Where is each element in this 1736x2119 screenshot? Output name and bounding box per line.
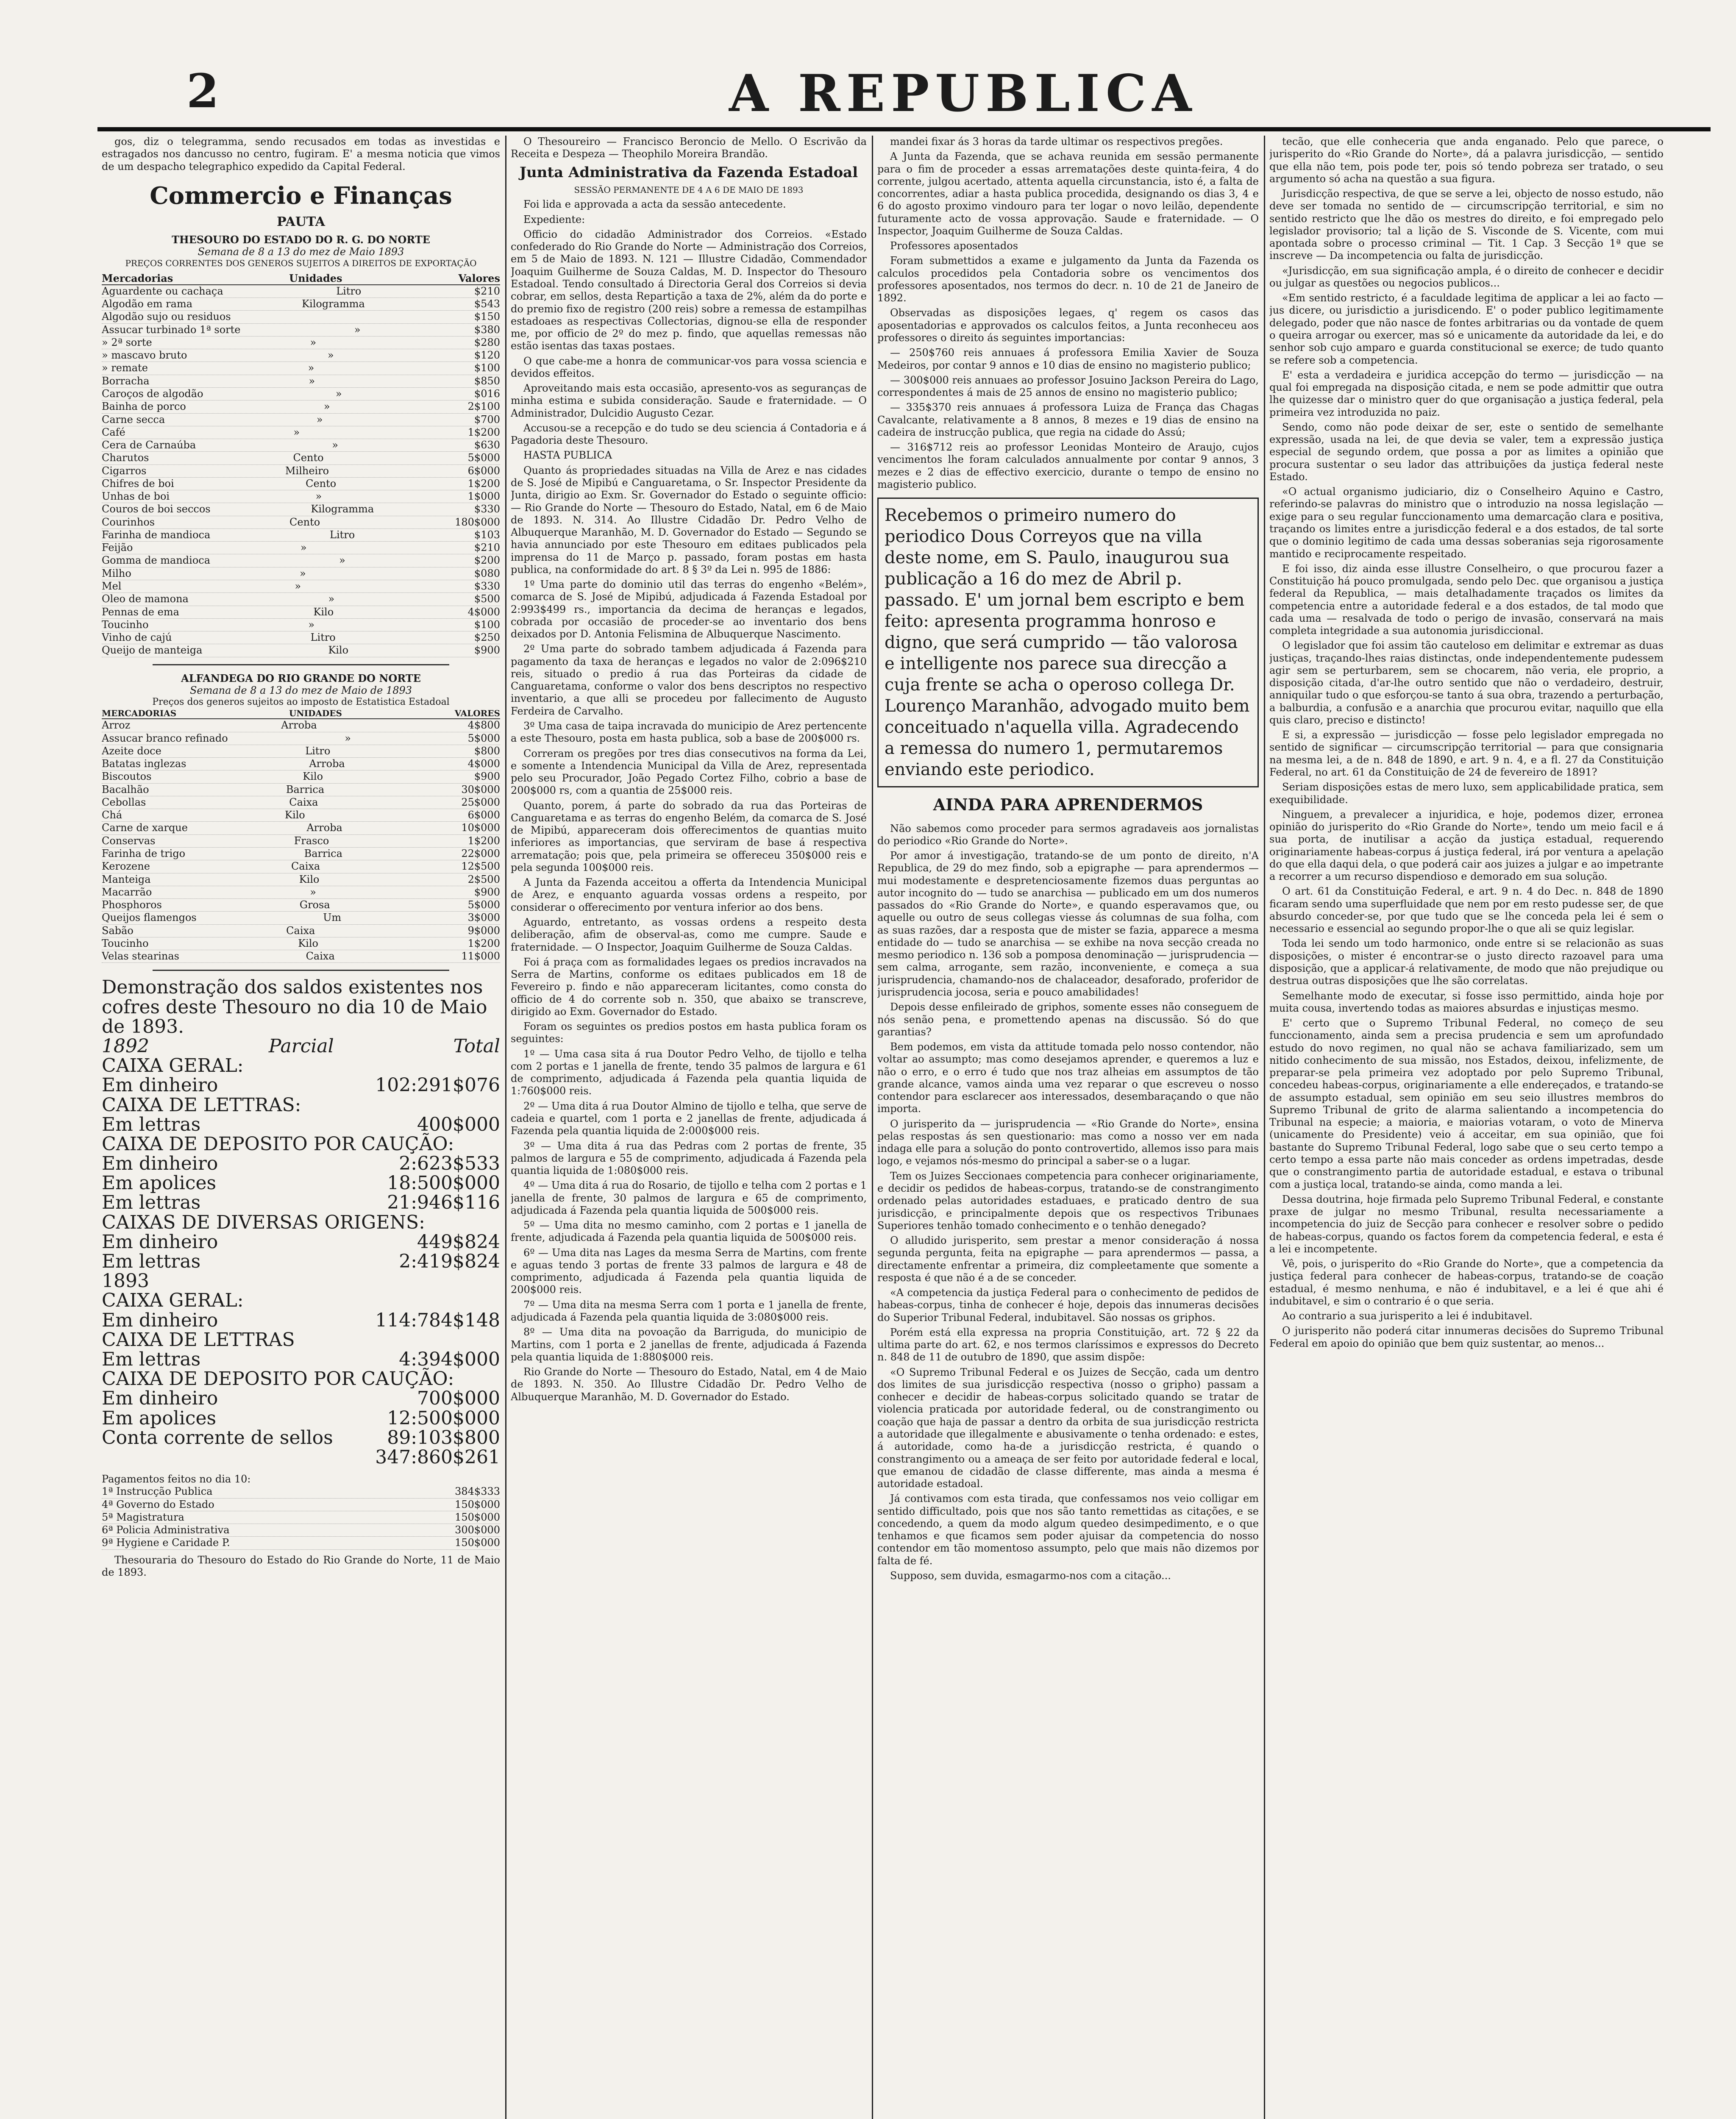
table-row: Arroz Arroba 4$800 (102, 719, 500, 732)
paragraph: Semelhante modo de executar, si fosse isso permittido, ainda hoje por muita cousa, invertendo todas as maiores absurdas e injustiças mesmo. (1269, 990, 1664, 1014)
paragraph: Foi á praça com as formalidades legaes os predios incravados na Serra de Martins, conforme os editaes publicados em 18 de Fevereiro p. findo e não appareceram licitantes, como consta do officio de 4 do corrente sob n. 350, que abaixo se transcreve, dirigido ao Exm. Governador do Estado. (511, 956, 867, 1018)
article-body (877, 823, 1259, 1582)
paragraph: 8º — Uma dita na povoação da Barriguda, do municipio de Martins, com 1 porta e 2 janellas de frente, adjudicada á Fazenda pela quantia liquida de 1:880$000 reis. (511, 1326, 867, 1363)
table-row: CAIXA DE DEPOSITO POR CAUÇÃO: (102, 1133, 454, 1155)
paragraph: Ao contrario a sua jurisperito a lei é indubitavel. (1282, 1310, 1533, 1322)
table-row: Batatas inglezas Arroba 4$000 (102, 758, 500, 770)
paragraph: «Em sentido restricto, é a faculdade legitima de applicar a lei ao facto — jus dicere, ou jurisdictio a jurisdicendo. E' o poder publico legitimamente delegado, poder que não nasce de fontes arbitrarias ou da vontade de quem o queira arrogar ou exercer, mas só e unicamente da autoridade da lei, e do senhor sob cujo amparo e guarda constitucional se exerce; de tudo quanto se refere sob a competencia. (1269, 292, 1664, 366)
paragraph: — 316$712 reis ao professor Leonidas Monteiro de Araujo, cujos vencimentos lhe foram calculados annualmente por contar 9 annos, 3 mezes e 2 dias de effectivo exercicio, durante o tempo de ensino no magisterio publico. (877, 441, 1259, 490)
paragraph: Tem os Juizes Seccionaes competencia para conhecer originariamente, e decidir os pedidos de habeas-corpus, tratando-se de constrangimento ordenado pelas autoridades estaduaes, e praticado dentro de sua jurisdicção, e principalmente depois que os respectivos Tribunaes Superiores tenhão tomado conhecimento e o tenhão denegado? (877, 1170, 1259, 1232)
table-row: Queijos flamengos Um 3$000 (102, 912, 500, 924)
table-row: Milho » $080 (102, 567, 500, 580)
table-row: 347:860$261 (375, 1446, 500, 1468)
paragraph: Officio do cidadão Administrador dos Correios. «Estado confederado do Rio Grande do Norte — Administração dos Correios, em 5 de Maio de 1893. N. 121 — Illustre Cidadão, Commendador Joaquim Guilherme de Souza Caldas, M. D. Inspector do Thesouro Estadoal. Tendo consultado á Directoria Geral dos Correios si devia cobrar, em sellos, desta Repartição a taxa de 2%, além da do porte e do premio fixo de registro (200 reis) sobre a remessa de estampilhas estadoaes as respectivas Collectorias, dignou-se ella de responder me, por officio de 2º do mez p. findo, que aquellas remessas não estão isentas das taxas postaes. (511, 228, 867, 352)
table-row: CAIXA DE LETTRAS (102, 1329, 295, 1351)
lead-text: O Thesoureiro — Francisco Beroncio de Mello. O Escrivão da Receita e Despeza — Theophilo Moreira Brandão. (511, 136, 867, 160)
paragraph: E' esta a verdadeira e juridica accepção do termo — jurisdicção — na qual foi empregada na disposição citada, e nem se pode admittir que outra lhe quizesse dar o ministro quer do que organisação a justiça federal, pela primeira vez introduzida no paiz. (1269, 369, 1664, 418)
table-row: Em dinheiro 700$000 (102, 1388, 500, 1410)
paragraph: O art. 61 da Constituição Federal, e art. 9 n. 4 do Dec. n. 848 de 1890 ficaram sendo uma superfluidade que nem por em resto pudesse ser, de que absurdo conceder-se, por que tudo que se lhe conceda pela lei é sem o necessario e essencial ao segundo propor-lhe o que ali se quiz legislar. (1269, 885, 1664, 935)
alfandega-table (102, 719, 500, 963)
paragraph: 1º — Uma casa sita á rua Doutor Pedro Velho, de tijollo e telha com 2 portas e 1 janella de frente, tendo 35 palmos de largura e 61 de comprimento, adjudicada á Fazenda pela quantia liquida de 1:760$000 reis. (511, 1048, 867, 1097)
table-row: Em dinheiro 114:784$148 (102, 1309, 500, 1331)
table-header: MERCADORIAS UNIDADES VALORES (102, 708, 500, 719)
paragraph: Foram os seguintes os predios postos em hasta publica foram os seguintes: (511, 1021, 867, 1045)
saldos-block (102, 978, 500, 1467)
paragraph: E foi isso, diz ainda esse illustre Conselheiro, o que procurou fazer a Constituição há pouco promulgada, sendo pelo Dec. que organisou a justiça federal da Republica, — mais detalhadamente traçados os limites da competencia entre a autoridade federal e a dos estados, de tal modo que cada uma — resalvada de todo o perigo de invasão, conservará na mais completa integridade a sua autonomia jurisdiccional. (1269, 562, 1664, 637)
saldos-header: 1892 Parcial Total (102, 1035, 500, 1057)
table-row: Sabão Caixa 9$000 (102, 925, 500, 937)
paragraph: Correram os pregões por tres dias consecutivos na forma da Lei, e somente a Intendencia Municipal da Villa de Arez, representada pelo seu Procurador, João Pegado Cortez Filho, cobrio a base de 200$000 rs, com a quantia de 25$000 reis. (511, 747, 867, 797)
table-row: Queijo de manteiga Kilo $900 (102, 644, 500, 657)
paragraph: O legislador que foi assim tão cauteloso em delimitar e extremar as duas justiças, traçando-lhes raias distinctas, onde independentemente pudessem agir sem se perturbarem, sem se chocarem, não veria, ele proprio, a disposição citada, d'ar-lhe outro sentido que não o verdadeiro, destruir, anniquilar tudo o que esforçou-se tanto á sua obra, trazendo a perturbação, a balburdia, a confusão e a anarchia que procurou evitar, naquillo que ella quis claro, preciso e distincto! (1269, 640, 1664, 726)
paragraph: Quanto, porem, á parte do sobrado da rua das Porteiras de Canguaretama e as terras do engenho Belém, da comarca de S. José de Mipibú, appareceram dois offerecimentos de quantias muito inferiores as importancias, que serviram de base á respectiva arrematação; pois que, pela primeira se offereceu 350$000 reis e pela segunda 100$000 reis. (511, 799, 867, 873)
column-3 (877, 136, 1259, 2119)
paragraph: mandei fixar ás 3 horas da tarde ultimar os respectivos pregões. (890, 136, 1223, 147)
paragraph: «A competencia da justiça Federal para o conhecimento de pedidos de habeas-corpus, tinha de conhecer é hoje, depois das innumeras decisões do Superior Tribunal Federal, indubitavel. São nossas os griphos. (877, 1287, 1259, 1324)
paragraph: Seriam disposições estas de mero luxo, sem applicabilidade pratica, sem exequibilidade. (1269, 781, 1664, 806)
paragraph: O jurisperito não poderá citar innumeras decisões do Supremo Tribunal Federal em apoio do opinião que bem quiz sustentar, ao menos... (1269, 1325, 1664, 1349)
table-row: Charutos Cento 5$000 (102, 452, 500, 464)
paragraph: — 335$370 reis annuaes á professora Luiza de França das Chagas Cavalcante, relativamente a 8 annos, 8 mezes e 19 dias de ensino na cadeira de instrucção publica, que regia na cidade do Assú; (877, 401, 1259, 438)
table-row: Phosphoros Grosa 5$000 (102, 899, 500, 912)
paragraph: A Junta da Fazenda acceitou a offerta da Intendencia Municipal de Arez, e enquanto aguarda vossas ordens a respeito, por considerar o offerecimento por ventura inferior ao dos bens. (511, 876, 867, 913)
table-row: Em dinheiro 2:623$533 (102, 1153, 500, 1175)
paragraph: Supposo, sem duvida, esmagarmo-nos com a citação... (890, 1569, 1171, 1582)
paragraph: tecão, que elle conheceria que anda enganado. Pelo que parece, o jurisperito do «Rio Grande do Norte», dá a palavra jurisdicção, — sentido que ella não tem, pois pode ter, pois só tendo pobreza ser tratado, o seu argumento só acha na questão a sua figura. (1269, 136, 1664, 185)
paragraph: Expediente: (523, 213, 585, 225)
table-row: 1ª Instrucção Publica 384$333 (102, 1485, 500, 1498)
table-row: Em dinheiro 102:291$076 (102, 1074, 500, 1096)
thesouro-footer: Thesouraria do Thesouro do Estado do Rio Grande do Norte, 11 de Maio de 1893. (102, 1554, 500, 1578)
table-row: Caroços de algodão » $016 (102, 388, 500, 400)
paragraph: — 250$760 reis annuaes á professora Emilia Xavier de Souza Medeiros, por contar 9 annos e 10 dias de ensino no magisterio publico; (877, 347, 1259, 371)
paragraph: 2º — Uma dita á rua Doutor Almino de tijollo e telha, que serve de cadeia e quartel, com 1 porta e 2 janellas de frente, adjudicada á Fazenda pela quantia liquida de 2:000$000 reis. (511, 1100, 867, 1137)
table-row: Em lettras 400$000 (102, 1113, 500, 1135)
separator (153, 664, 449, 665)
table-row: Algodão sujo ou residuos $150 (102, 311, 500, 323)
table-row: 1893 (102, 1270, 149, 1292)
paragraph: Observadas as disposições legaes, q' regem os casos das aposentadorias e approvados os calculos feitos, a Junta reconheceu aos professores o direito ás seguintes importancias: (877, 307, 1259, 344)
column-4 (1269, 136, 1664, 2119)
table-row: 5ª Magistratura 150$000 (102, 1511, 500, 1524)
table-row: Assucar branco refinado » 5$000 (102, 732, 500, 745)
alfandega-week: Semana de 8 a 13 do mez de Maio de 1893 (189, 684, 412, 696)
paragraph: Foi lida e approvada a acta da sessão antecedente. (523, 198, 786, 211)
alfandega-subtitle: Preços dos generos sujeitos ao imposto de Estatistica Estadoal (152, 697, 450, 708)
table-row: Cera de Carnaúba » $630 (102, 439, 500, 452)
table-row: Em apolices 18:500$000 (102, 1172, 500, 1194)
table-row: Chifres de boi Cento 1$200 (102, 478, 500, 490)
column-2 (511, 136, 867, 2119)
payments-title: Pagamentos feitos no dia 10: (102, 1473, 251, 1485)
column-divider (872, 136, 873, 2119)
newspaper-title: A REPUBLICA (729, 64, 1198, 123)
paragraph: Quanto ás propriedades situadas na Villa de Arez e nas cidades de S. José de Mipibú e Canguaretama, o Sr. Inspector Presidente da Junta, dirigio ao Exm. Sr. Governador do Estado o seguinte officio: — Rio Grande do Norte — Thesouro do Estado, Natal, em 6 de Maio de 1893. N. 314. Ao Illustre Cidadão Dr. Pedro Velho de Albuquerque Maranhão, M. D. Governador do Estado — Segundo se havia annunciado por este Thesouro em editaes publicados pela imprensa do 11 de Março p. passado, foram postas em hasta publica, na conformidade do art. 8 § 3º da Lei n. 995 de 1886: (511, 464, 867, 576)
paragraph: Vê, pois, o jurisperito do «Rio Grande do Norte», que a competencia da justiça federal para conhecer de habeas-corpus, tratando-se de coação estadual, é mesmo nenhuma, e não é indubitavel, e a lei é que ahi é indubitavel, e sim o contrario é o que seria. (1269, 1258, 1664, 1307)
table-row: Em lettras 4:394$000 (102, 1348, 500, 1370)
table-row: Assucar turbinado 1ª sorte » $380 (102, 324, 500, 336)
table-row: Em apolices 12:500$000 (102, 1407, 500, 1429)
table-row: Velas stearinas Caixa 11$000 (102, 950, 500, 963)
paragraph: A Junta da Fazenda, que se achava reunida em sessão permanente para o fim de proceder a essas arrematações deste quinta-feira, 4 do corrente, julgou acertado, attenta aquella circunstancia, isto é, a falta de concorrentes, adiar a hasta publica procedida, designando os dias 3, 4 e 6 do agosto proximo vindouro para ter logar o novo leilão, dependente futuramente acto de vossa approvação. Saude e fraternidade. — O Inspector, Joaquim Guilherme de Souza Caldas. (877, 150, 1259, 237)
table-row: Oleo de mamona » $500 (102, 593, 500, 606)
table-row: 6ª Policia Administrativa 300$000 (102, 1524, 500, 1537)
table-row: Carne de xarque Arroba 10$000 (102, 822, 500, 834)
paragraph: Toda lei sendo um todo harmonico, onde entre si se relacionão as suas disposições, o mister é encontrar-se o justo directo razoavel para uma disposição, que a applicar-á relativamente, de modo que não prejudique ou destrua outras disposições que lhe são correlatas. (1269, 937, 1664, 987)
table-row: » remate » $100 (102, 362, 500, 375)
masthead-rule (97, 127, 1711, 131)
table-row: CAIXA DE LETTRAS: (102, 1094, 301, 1116)
table-row: Farinha de mandioca Litro $103 (102, 529, 500, 542)
session-title: SESSÃO PERMANENTE DE 4 A 6 DE MAIO DE 1893 (574, 185, 804, 195)
paragraph: Porém está ella expressa na propria Constituição, art. 72 § 22 da ultima parte do art. 62, e nos termos claríssimos e expressos do Decreto n. 848 de 11 de outubro de 1890, que assim dispõe: (877, 1326, 1259, 1363)
article-heading: AINDA PARA APRENDERMOS (933, 795, 1203, 815)
table-row: Farinha de trigo Barrica 22$000 (102, 848, 500, 860)
paragraph: «Jurisdicção, em sua significação ampla, é o direito de conhecer e decidir ou julgar as questões ou negocios publicos... (1269, 264, 1664, 289)
table-row: Borracha » $850 (102, 375, 500, 388)
table-row: Aguardente ou cachaça Litro $210 (102, 285, 500, 298)
table-row: Manteiga Kilo 2$500 (102, 873, 500, 886)
pauta-table (102, 285, 500, 657)
table-row: Unhas de boi » 1$000 (102, 490, 500, 503)
table-row: » 2ª sorte » $280 (102, 336, 500, 349)
article-body (1269, 136, 1664, 1350)
paragraph: 6º — Uma dita nas Lages da mesma Serra de Martins, com frente e aguas tendo 3 portas de frente 33 palmos de largura e 48 de comprimento, adjudicada á Fazenda pela quantia liquida de 200$000 reis. (511, 1246, 867, 1296)
paragraph: Rio Grande do Norte — Thesouro do Estado, Natal, em 4 de Maio de 1893. N. 350. Ao Illustre Cidadão Dr. Pedro Velho de Albuquerque Maranhão, M. D. Governador do Estado. (511, 1366, 867, 1403)
table-row: 9ª Hygiene e Caridade P. 150$000 (102, 1537, 500, 1549)
paragraph: Dessa doutrina, hoje firmada pelo Supremo Tribunal Federal, e constante praxe de julgar no mesmo Tribunal, resulta necessariamente a incompetencia do juiz de Secção para conhecer e resolver sobre o pedido de habeas-corpus, quando os factos forem da competencia federal, e esta é a lei e incompetente. (1269, 1193, 1664, 1255)
paragraph: Por amor á investigação, tratando-se de um ponto de direito, n'A Republica, de 29 do mez findo, sob a epigraphe — para aprendermos — mui modestamente e despretenciosamente fizemos duas perguntas ao autor incognito do — tudo se anarchisa — publicado em um dos numeros passados do «Rio Grande do Norte», e quando esperavamos que, ou aquelle ou outro de seus collegas viesse ás columnas de sua folha, com as suas razões, dar a resposta que de mister se fazia, apparece a mesma entidade do — tudo se anarchisa — se exhibe na nova secção creada no mesmo periodico n. 136 sob a pomposa denominação — jurisprudencia — sem calma, arrogante, sem razão, inconveniente, e começa a sua jurisprudencia, chamando-nos de chalaceador, desaforado, proferidor de jurisprudencia jocosa, seria e pouco amabilidades! (877, 850, 1259, 998)
paragraph: Professores aposentados (890, 240, 1018, 252)
payments-table (102, 1485, 500, 1549)
article-body (511, 198, 867, 1403)
table-row: Cebollas Caixa 25$000 (102, 796, 500, 809)
pauta-heading: PAUTA (277, 214, 325, 230)
table-row: Bacalhão Barrica 30$000 (102, 784, 500, 796)
table-row: Pennas de ema Kilo 4$000 (102, 606, 500, 619)
column-divider (1264, 136, 1265, 2119)
paragraph: E si, a expressão — jurisdicção — fosse pelo legislador empregada no sentido de significar — circumscripção territorial — para que consignaria na mesma lei, a de n. 848 de 1890, e art. 9 n. 4, e a fl. 27 da Constituição Federal, no art. 61 da Constituição de 24 de fevereiro de 1891? (1269, 729, 1664, 779)
pauta-org: THESOURO DO ESTADO DO R. G. DO NORTE (172, 233, 430, 246)
separator (153, 970, 449, 971)
table-row: Vinho de cajú Litro $250 (102, 631, 500, 644)
table-row: Couros de boi seccos Kilogramma $330 (102, 503, 500, 516)
table-row: Em lettras 21:946$116 (102, 1192, 500, 1214)
paragraph: 3º — Uma dita á rua das Pedras com 2 portas de frente, 35 palmos de largura e 55 de comprimento, adjudicada á Fazenda pela quantia liquida de 1:080$000 reis. (511, 1140, 867, 1177)
paragraph: «O Supremo Tribunal Federal e os Juizes de Secção, cada um dentro dos limites de sua jurisdicção respectiva (nosso o gripho) passam a conhecer e decidir de habeas-corpus solicitado quando se tratar de violencia praticada por autoridade federal, ou de constrangimento ou coação que haja de passar a dentro da orbita de sua jurisdicção restricta a autoridade que illegalmente e abusivamente o tenha ordenado: e estes, á autoridade, como ha-de a jurisdicção restricta, é quando o constrangimento ou a ameaça de ser feito por autoridade federal e local, que emanou de cidadão de classe differente, mas ainda a mesma é autoridade estadoal. (877, 1366, 1259, 1490)
table-row: Toucinho Kilo 1$200 (102, 937, 500, 950)
paragraph: 3º Uma casa de taipa incravada do municipio de Arez pertencente a este Thesouro, posta em hasta publica, sob a base de 200$000 rs. (511, 720, 867, 745)
paragraph: O que cabe-me a honra de communicar-vos para vossa sciencia e devidos effeitos. (511, 355, 867, 379)
paragraph: Ninguem, a prevalecer a injuridica, e hoje, podemos dizer, erronea opinião do jurisperito do «Rio Grande do Norte», tendo um meio facil e á sua porta, de inutilisar a acção da justiça estadual, requerendo originariamente habeas-corpus á justiça federal, irá por ventura a apelação do que ella daqui dela, o que poderá cair aos juizes a julgar e ao impetrante a recorrer a um recurso dispendioso e demorado em sua solução. (1269, 808, 1664, 883)
table-row: Kerozene Caixa 12$500 (102, 860, 500, 873)
pauta-prices-title: PREÇOS CORRENTES DOS GENEROS SUJEITOS A DIREITOS DE EXPORTAÇÃO (125, 258, 477, 269)
paragraph: Não sabemos como proceder para sermos agradaveis aos jornalistas do periodico «Rio Grande do Norte». (877, 822, 1259, 847)
paragraph: O alludido jurisperito, sem prestar a menor consideração á nossa segunda pergunta, feita na epigraphe — para aprendermos — passa, a directamente enfrentar a primeira, diz compleetamente que somente a resposta é que não é a de se conceder. (877, 1235, 1259, 1284)
paragraph: Já contivamos com esta tirada, que confessamos nos veio colligar em sentido difficultado, pois que nos são tanto remettidas as citações, e se concedendo, a quem da modo algum quedeo desimpedimento, e o que tenhamos e que ficamos sem poder ajuisar da competencia do nosso contendor em tão momentoso assumpto, pelo que mais não dizemos por falta de fé. (877, 1493, 1259, 1567)
table-row: Gomma de mandioca » $200 (102, 554, 500, 567)
table-row: Courinhos Cento 180$000 (102, 516, 500, 529)
paragraph: 4º — Uma dita á rua do Rosario, de tijollo e telha com 2 portas e 1 janella de frente, 30 palmos de largura e 65 de comprimento, adjudicada á Fazenda pela quantia liquida de 500$000 reis. (511, 1179, 867, 1216)
column-divider (505, 136, 506, 2119)
paragraph: Aguardo, entretanto, as vossas ordens a respeito desta deliberação, afim de observal-as, como me cumpre. Saude e fraternidade. — O Inspector, Joaquim Guilherme de Souza Caldas. (511, 916, 867, 953)
section-heading: Commercio e Finanças (150, 181, 452, 210)
paragraph: O jurisperito da — jurisprudencia — «Rio Grande do Norte», ensina pelas respostas ás sen questionario: mas como a nosso ver em nada indaga elle para a solução do ponto controvertido, allemos isso para mais logo, e vejamos nós-mesmo do principal a saber-se o a lugar. (877, 1118, 1259, 1167)
paragraph: Bem podemos, em vista da attitude tomada pelo nosso contendor, não voltar ao assumpto; mas como desejamos aprender, e queremos a luz e não o erro, e o erro é tudo que nos traz alheias em assumptos de tão grande alcance, vamos ainda uma vez reparar o que escreveu o nosso contendor para esclarecer aos interessados, desembaraçando o que não importa. (877, 1041, 1259, 1115)
paragraph: Depois desse enfileirado de griphos, somente esses não conseguem de nós senão pena, e promettendo apenas na discussão. Só do que garantias? (877, 1001, 1259, 1038)
pauta-week: Semana de 8 a 13 do mez de Maio 1893 (198, 245, 404, 258)
table-row: Em lettras 2:419$824 (102, 1251, 500, 1273)
alfandega-title: ALFANDEGA DO RIO GRANDE DO NORTE (181, 672, 421, 684)
article-body (877, 136, 1259, 491)
table-row: » mascavo bruto » $120 (102, 349, 500, 362)
masthead (25, 64, 1678, 127)
table-row: Bainha de porco » 2$100 (102, 400, 500, 413)
junta-title: Junta Administrativa da Fazenda Estadoal (519, 164, 858, 181)
lead-text: gos, diz o telegramma, sendo recusados em todas as investidas e estragados nos dancusso no centro, fugiram. E' a mesma noticia que vimos de um despacho telegraphico expedido da Capital Federal. (102, 136, 500, 172)
notice-box: Recebemos o primeiro numero do periodico Dous Correyos que na villa deste nome, em S. Paulo, inaugurou sua publicação a 16 do mez de Abril p. passado. E' um jornal bem escripto e bem feito: apresenta programma honroso e digno, que será cumprido — tão valorosa e intelligente nos parece sua direcção a cuja frente se acha o operoso collega Dr. Lourenço Maranhão, advogado muito bem conceituado n'aquella villa. Agradecendo a remessa do numero 1, permutaremos enviando este periodico. (877, 498, 1259, 787)
paragraph: «O actual organismo judiciario, diz o Conselheiro Aquino e Castro, referindo-se palavras do ministro que o introduzio na nossa legislação — exige para o seu regular funccionamento uma demarcação clara e positiva, traçando os limites entre a jurisdicção federal e a dos estados, de tal sorte que o dominio legitimo de cada uma dessas soberanias seja rigorosamente mantido e reciprocamente respeitado. (1269, 486, 1664, 560)
table-row: Biscoutos Kilo $900 (102, 770, 500, 783)
table-row: Toucinho » $100 (102, 619, 500, 631)
table-row: Cigarros Milheiro 6$000 (102, 465, 500, 478)
table-row: Mel » $330 (102, 580, 500, 593)
table-header: Mercadorias Unidades Valores (102, 272, 500, 285)
saldos-table (102, 1056, 500, 1467)
paragraph: 1º Uma parte do dominio util das terras do engenho «Belém», comarca de S. José de Mipibú, adjudicada á Fazenda Estadoal por 2:993$499 rs., importancia da decima de heranças e legados, cobrada por occasião de proceder-se ao inventario dos bens deixados por D. Antonia Felismina de Albuquerque Nascimento. (511, 578, 867, 640)
table-row: Em dinheiro 449$824 (102, 1231, 500, 1253)
paragraph: Aproveitando mais esta occasião, apresento-vos as seguranças de minha estima e subida consideração. Saude e fraternidade. — O Administrador, Dulcidio Augusto Cezar. (511, 382, 867, 419)
table-row: Conta corrente de sellos 89:103$800 (102, 1427, 500, 1449)
paragraph: Sendo, como não pode deixar de ser, este o sentido de semelhante expressão, usada na lei, de que devia se valer, tem a expressão justiça especial de segundo ordem, que possa a por as limites a opinião que procura sustentar o seu lador das attribuições da justiça federal neste Estado. (1269, 421, 1664, 483)
paragraph: Accusou-se a recepção e do tudo se deu sciencia á Contadoria e á Pagadoria deste Thesouro. (511, 422, 867, 447)
table-row: Café » 1$200 (102, 426, 500, 439)
table-row: Macarrão » $900 (102, 886, 500, 899)
table-row: Azeite doce Litro $800 (102, 745, 500, 758)
table-row: Conservas Frasco 1$200 (102, 835, 500, 848)
saldos-title: Demonstração dos saldos existentes nos cofres deste Thesouro no dia 10 de Maio de 1893. (102, 976, 487, 1037)
paragraph: 7º — Uma dita na mesma Serra com 1 porta e 1 janella de frente, adjudicada á Fazenda pela quantia liquida de 3:080$000 reis. (511, 1299, 867, 1323)
table-row: CAIXA GERAL: (102, 1290, 244, 1312)
paragraph: Jurisdicção respectiva, de que se serve a lei, objecto de nosso estudo, não deve ser tomada no sentido de — circumscripção territorial, e sim no sentido restricto que lhe dão os mestres do direito, e foi empregado pelo legislador provisorio; tal a lição de S. Visconde de S. Vicente, com mui apontada sobre o processo criminal — Tit. 1 Cap. 3 Secção 1ª que se inscreve — Da incompetencia ou falta de jurisdicção. (1269, 188, 1664, 262)
paragraph: 2º Uma parte do sobrado tambem adjudicada á Fazenda para pagamento da taxa de heranças e legados no valor de 2:096$210 reis, situado o predio á rua das Porteiras da cidade de Canguaretama, conforme o valor dos bens descriptos no respectivo inventario, a que alli se procedeu por fallecimento de Augusto Ferdeira de Carvalho. (511, 643, 867, 717)
paragraph: — 300$000 reis annuaes ao professor Josuino Jackson Pereira do Lago, correspondentes á mais de 25 annos de ensino no magisterio publico; (877, 374, 1259, 399)
paragraph: E' certo que o Supremo Tribunal Federal, no começo de seu funccionamento, ainda sem a precisa prudencia e sem um aprofundado estudo do novo regimen, no qual não se achava familiarizado, sem um nitido conhecimento de sua missão, nos Estados, deixou, infelizmente, de preparar-se pela primeira vez adoptado por pelo Supremo Tribunal, concedeu habeas-corpus, originariamente a elle endereçados, e tratando-se de assumpto estadual, sem opinião em seu seio illustres membros do Supremo Tribunal de grito de alarma salientando a incompetencia do Tribunal na especie; a maioria, e maiorias votaram, o voto de Minerva (unicamente do Presidente) veio á acceitar, em sua opinião, que foi bastante do Supremo Tribunal Federal, logo sabe que o seu certo tempo a certo tempo a essa parte não mais conceder as ordens impetradas, desde que o constrangimento partia de autoridade estadual, e estava o tribunal com a justiça local, tratando-se ainda, como manda a lei. (1269, 1017, 1664, 1190)
paragraph: Foram submettidos a exame e julgamento da Junta da Fazenda os calculos procedidos pela Contadoria sobre os vencimentos dos professores aposentados, nos termos do decr. n. 10 de 21 de Janeiro de 1892. (877, 255, 1259, 304)
page-number: 2 (186, 64, 219, 118)
table-row: CAIXA DE DEPOSITO POR CAUÇÃO: (102, 1368, 454, 1390)
table-row: Carne secca » $700 (102, 414, 500, 426)
column-1 (102, 136, 500, 2119)
table-row: Feijão » $210 (102, 542, 500, 554)
paragraph: 5º — Uma dita no mesmo caminho, com 2 portas e 1 janella de frente, adjudicada á Fazenda pela quantia liquida de 500$000 reis. (511, 1219, 867, 1244)
table-row: CAIXA GERAL: (102, 1055, 244, 1077)
table-row: 4ª Governo do Estado 150$000 (102, 1499, 500, 1511)
table-row: Algodão em rama Kilogramma $543 (102, 298, 500, 311)
table-row: CAIXAS DE DIVERSAS ORIGENS: (102, 1211, 425, 1233)
paragraph: HASTA PUBLICA (523, 449, 612, 462)
table-row: Chá Kilo 6$000 (102, 809, 500, 822)
